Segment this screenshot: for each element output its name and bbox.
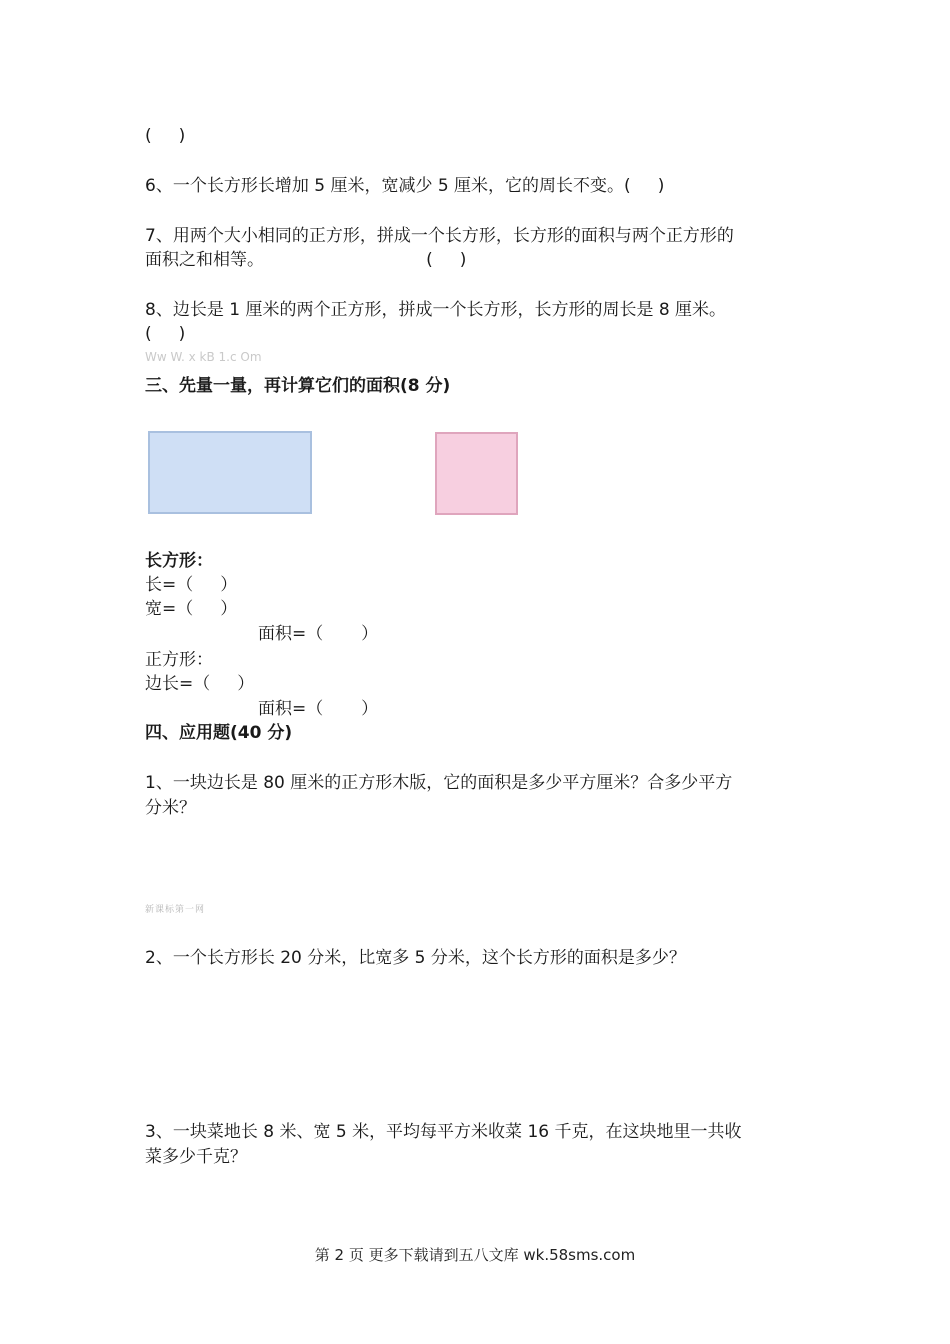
rectangle-length: 长=（ ） [145,575,238,595]
page-footer: 第 2 页 更多下载请到五八文库 wk.58sms.com [314,1246,636,1264]
application-q1-line-1: 1、一块边长是 80 厘米的正方形木版，它的面积是多少平方厘米？合多少平方 [145,773,733,793]
application-q3-line-2: 菜多少千克？ [145,1147,247,1167]
section-4-heading: 四、应用题(40 分) [145,723,293,743]
rectangle-figure [148,431,312,514]
rectangle-title: 长方形： [145,551,213,571]
rectangle-width: 宽=（ ） [145,599,238,619]
application-q2: 2、一个长方形长 20 分米，比宽多 5 分米，这个长方形的面积是多少？ [145,948,686,968]
rectangle-area: 面积=（ ） [258,624,379,644]
question-7-line-1: 7、用两个大小相同的正方形，拼成一个长方形，长方形的面积与两个正方形的 [145,226,734,246]
square-side: 边长=（ ） [145,674,255,694]
question-6: 6、一个长方形长增加 5 厘米，宽减少 5 厘米，它的周长不变。( ) [145,176,665,196]
question-8-line-1: 8、边长是 1 厘米的两个正方形，拼成一个长方形，长方形的周长是 8 厘米。 [145,300,727,320]
q5-answer-bracket: ( ) [145,126,186,146]
square-title: 正方形： [145,650,213,670]
watermark-middle: 新课标第一网 [145,905,206,915]
question-7-line-2: 面积之和相等。 ( ) [145,250,467,270]
section-3-heading: 三、先量一量，再计算它们的面积(8 分) [145,376,451,396]
application-q1-line-2: 分米？ [145,798,196,818]
square-area: 面积=（ ） [258,699,379,719]
watermark-top: Ww W. x kB 1.c Om [145,350,262,364]
question-8-line-2: ( ) [145,324,186,344]
square-figure [435,432,518,515]
application-q3-line-1: 3、一块菜地长 8 米、宽 5 米，平均每平方米收菜 16 千克，在这块地里一共收 [145,1122,742,1142]
